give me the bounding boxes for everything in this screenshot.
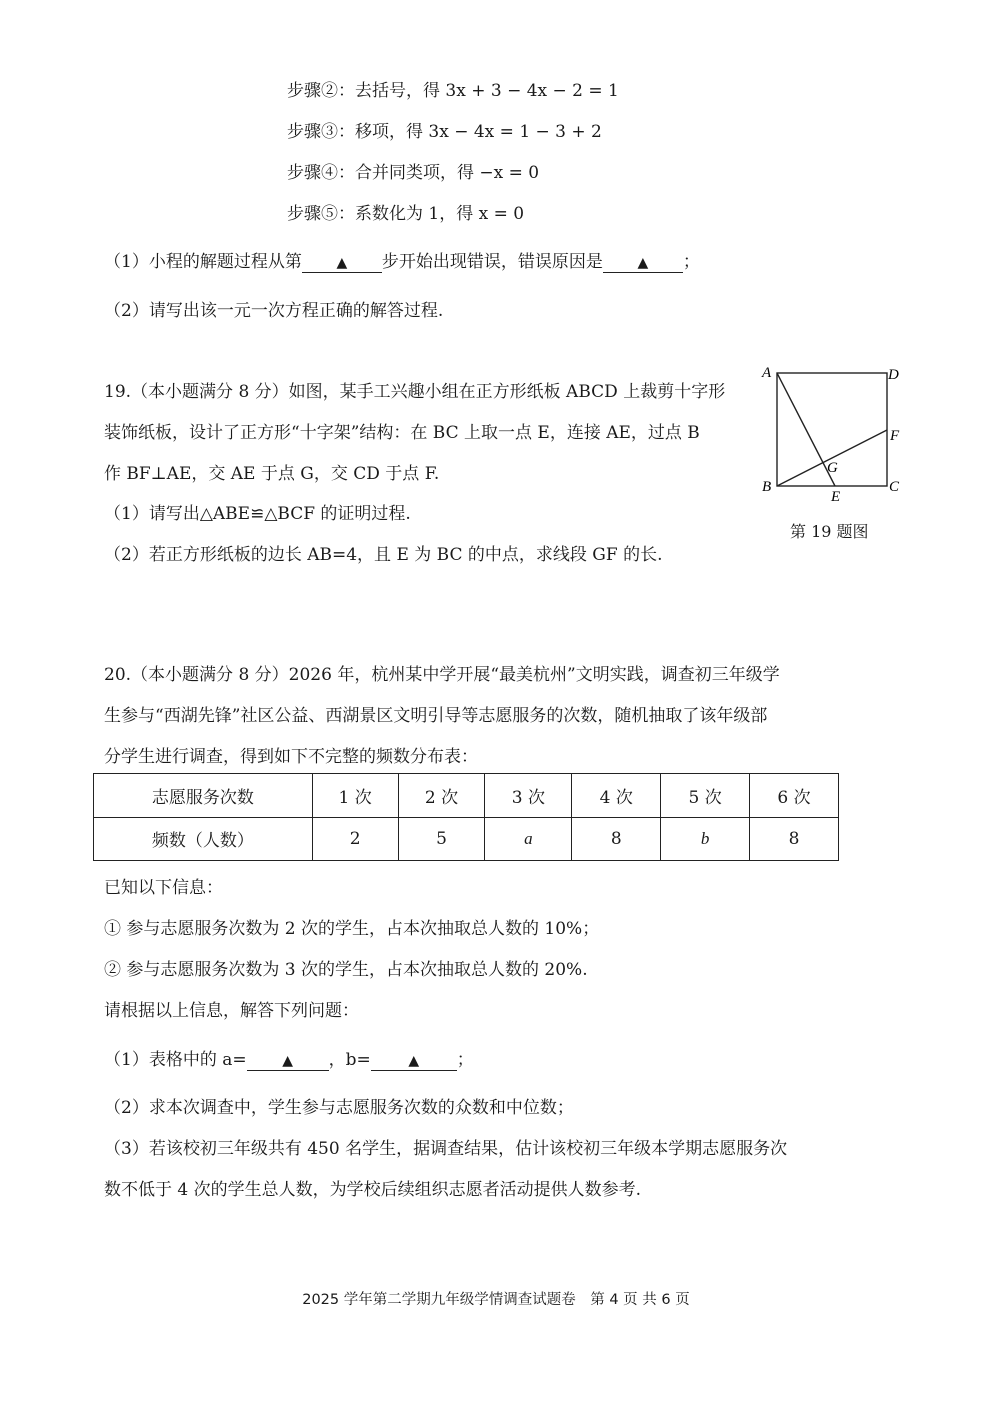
q18-part1 xyxy=(104,247,700,273)
q20-part3-line2: 数不低于 4 次的学生总人数，为学校后续组织志愿者活动提供人数参考. xyxy=(104,1180,642,1200)
q20-known: 已知以下信息： xyxy=(104,878,223,898)
label-g: G xyxy=(827,460,838,476)
q18-part1-end: ； xyxy=(682,252,700,272)
q19-line1: 19.（本小题满分 8 分）如图，某手工兴趣小组在正方形纸板 ABCD 上裁剪十字形 xyxy=(104,382,726,402)
table-cell: 8 xyxy=(750,817,839,861)
table-cell: 志愿服务次数 xyxy=(94,774,313,818)
table-cell: 2 次 xyxy=(398,774,485,818)
q19-figure xyxy=(755,360,915,510)
q18-answer-blank-2[interactable] xyxy=(603,253,683,273)
table-header-row xyxy=(94,774,839,818)
q19-part2: （2）若正方形纸板的边长 AB=4，且 E 为 BC 的中点，求线段 GF 的长. xyxy=(104,545,663,565)
q20-line2: 生参与“西湖先锋”社区公益、西湖景区文明引导等志愿服务的次数，随机抽取了该年级部 xyxy=(104,706,768,726)
table-cell: 1 次 xyxy=(312,774,398,818)
table-row xyxy=(94,817,839,861)
q20-info1: ① 参与志愿服务次数为 2 次的学生，占本次抽取总人数的 10%； xyxy=(104,919,600,939)
page-footer: 2025 学年第二学期九年级学情调查试题卷 第 4 页 共 6 页 xyxy=(302,1292,690,1308)
segment-bf xyxy=(777,430,887,486)
label-e: E xyxy=(831,489,841,505)
q19-line2: 装饰纸板，设计了正方形“十字架”结构：在 BC 上取一点 E，连接 AE，过点 B xyxy=(104,423,700,443)
table-cell: a xyxy=(485,817,572,861)
table-cell: 5 次 xyxy=(661,774,750,818)
label-a: A xyxy=(762,365,772,381)
q20-part1 xyxy=(104,1045,474,1071)
q20-ask: 请根据以上信息，解答下列问题： xyxy=(104,1001,359,1021)
table-cell: 频数（人数） xyxy=(94,817,313,861)
q20-part1-end: ； xyxy=(456,1050,474,1070)
q20-part2: （2）求本次调查中，学生参与志愿服务次数的众数和中位数； xyxy=(104,1098,574,1118)
q18-step5: 步骤⑤：系数化为 1，得 x = 0 xyxy=(287,204,525,224)
q20-info2: ② 参与志愿服务次数为 3 次的学生，占本次抽取总人数的 20%. xyxy=(104,960,588,980)
q18-step2: 步骤②：去括号，得 3x + 3 − 4x − 2 = 1 xyxy=(287,81,619,101)
table-cell: b xyxy=(661,817,750,861)
q20-part1-text-b: ，b= xyxy=(328,1050,371,1070)
label-d: D xyxy=(888,367,899,383)
q19-part1: （1）请写出△ABE≌△BCF 的证明过程. xyxy=(104,504,411,524)
label-f: F xyxy=(890,428,900,444)
triangle-icon: ▲ xyxy=(408,1053,420,1069)
q20-answer-blank-a[interactable] xyxy=(247,1051,329,1071)
q18-answer-blank-1[interactable] xyxy=(302,253,382,273)
q18-part1-text-b: 步开始出现错误，错误原因是 xyxy=(381,252,603,272)
q20-part1-text-a: （1）表格中的 a= xyxy=(104,1050,247,1070)
frequency-table xyxy=(93,773,839,861)
label-b: B xyxy=(762,479,772,495)
table-cell: 5 xyxy=(398,817,485,861)
q20-part3-line1: （3）若该校初三年级共有 450 名学生，据调查结果，估计该校初三年级本学期志愿服务次 xyxy=(104,1139,788,1159)
table-cell: 8 xyxy=(572,817,661,861)
q20-answer-blank-b[interactable] xyxy=(371,1051,457,1071)
q18-step3: 步骤③：移项，得 3x − 4x = 1 − 3 + 2 xyxy=(287,122,602,142)
q20-line3: 分学生进行调查，得到如下不完整的频数分布表： xyxy=(104,747,478,767)
table-cell: 4 次 xyxy=(572,774,661,818)
q19-line3: 作 BF⊥AE，交 AE 于点 G，交 CD 于点 F. xyxy=(104,464,440,484)
q20-line1: 20.（本小题满分 8 分）2026 年，杭州某中学开展“最美杭州”文明实践，调查初三年级学 xyxy=(104,665,780,685)
q18-part1-text-a: （1）小程的解题过程从第 xyxy=(104,252,302,272)
table-cell: 6 次 xyxy=(750,774,839,818)
triangle-icon: ▲ xyxy=(336,255,348,271)
q19-figure-caption: 第 19 题图 xyxy=(790,522,869,541)
label-c: C xyxy=(889,479,900,495)
triangle-icon: ▲ xyxy=(637,255,649,271)
q18-step4: 步骤④：合并同类项，得 −x = 0 xyxy=(287,163,540,183)
triangle-icon: ▲ xyxy=(282,1053,293,1069)
q18-part2: （2）请写出该一元一次方程正确的解答过程. xyxy=(104,301,444,321)
table-cell: 3 次 xyxy=(485,774,572,818)
table-cell: 2 xyxy=(312,817,398,861)
